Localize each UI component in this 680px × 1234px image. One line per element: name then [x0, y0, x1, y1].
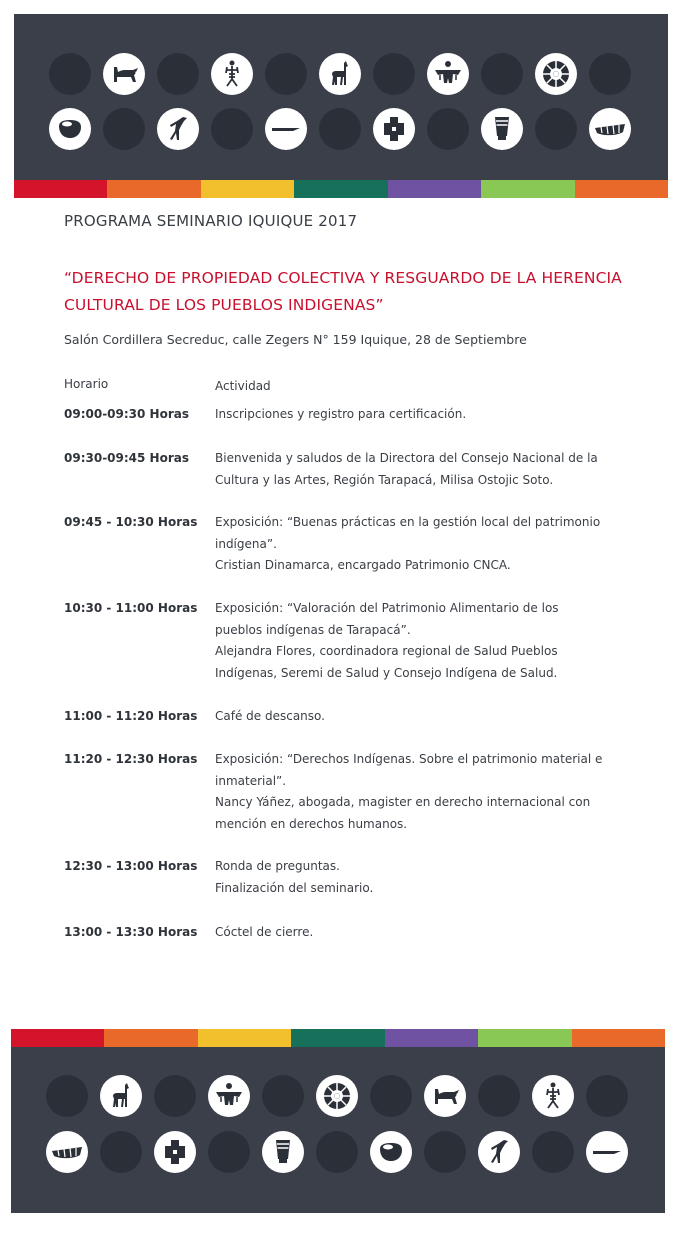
sun-wheel-icon: [316, 1075, 358, 1117]
stripe-segment: [107, 180, 200, 198]
stripe-segment: [388, 180, 481, 198]
color-stripe-bottom: [11, 1029, 665, 1047]
seminar-title-line-2: CULTURAL DE LOS PUEBLOS INDIGENAS”: [64, 296, 384, 314]
decor-circle: [481, 53, 523, 95]
bird-figure-icon: [157, 108, 199, 150]
stripe-segment: [291, 1029, 384, 1047]
activity-line: Cristian Dinamarca, encargado Patrimonio CNCA.: [215, 558, 511, 572]
decor-circle: [46, 1075, 88, 1117]
venue-text: Salón Cordillera Secreduc, calle Zegers N° 159 Iquique, 28 de Septiembre: [64, 332, 527, 347]
decor-circle: [589, 53, 631, 95]
activity-line: Café de descanso.: [215, 709, 325, 723]
stripe-segment: [14, 180, 107, 198]
stripe-segment: [11, 1029, 104, 1047]
stripe-segment: [198, 1029, 291, 1047]
header-band: [14, 14, 668, 180]
activity-line: indígena”.: [215, 536, 277, 551]
activity-line: Cultura y las Artes, Región Tarapacá, Milisa Ostojic Soto.: [215, 472, 554, 487]
color-stripe-top: [14, 180, 668, 198]
schedule-activity: [215, 749, 603, 835]
stick-figure-icon: [532, 1075, 574, 1117]
decor-circle: [100, 1131, 142, 1173]
decor-circle: [103, 108, 145, 150]
activity-line: Finalización del seminario.: [215, 880, 374, 895]
decor-circle: [49, 53, 91, 95]
pot-icon: [370, 1131, 412, 1173]
activity-line: Cóctel de cierre.: [215, 925, 314, 939]
stripe-segment: [201, 180, 294, 198]
decor-circle: [265, 53, 307, 95]
decor-circle: [208, 1131, 250, 1173]
winged-figure-icon: [208, 1075, 250, 1117]
stripe-segment: [572, 1029, 665, 1047]
stripe-segment: [575, 180, 668, 198]
schedule-time: 13:00 - 13:30 Horas: [64, 925, 198, 939]
schedule-time: 11:00 - 11:20 Horas: [64, 709, 198, 723]
program-title: PROGRAMA SEMINARIO IQUIQUE 2017: [64, 212, 358, 230]
schedule-activity: [215, 706, 595, 728]
decor-circle: [478, 1075, 520, 1117]
cup-icon: [481, 108, 523, 150]
decor-circle: [535, 108, 577, 150]
column-header-time: Horario: [64, 377, 109, 391]
seminar-title: [64, 265, 624, 319]
boat-icon: [589, 108, 631, 150]
boat-icon: [46, 1131, 88, 1173]
winged-figure-icon: [427, 53, 469, 95]
activity-line: inmaterial”.: [215, 773, 287, 788]
column-header-activity: Actividad: [215, 379, 271, 393]
schedule-time: 09:00-09:30 Horas: [64, 407, 189, 421]
stripe-segment: [481, 180, 574, 198]
stripe-segment: [385, 1029, 478, 1047]
fox-icon: [103, 53, 145, 95]
decor-circle: [211, 108, 253, 150]
harpoon-icon: [586, 1131, 628, 1173]
decor-circle: [373, 53, 415, 95]
stripe-segment: [294, 180, 387, 198]
activity-line: Exposición: “Derechos Indígenas. Sobre el patrimonio material e: [215, 752, 603, 766]
schedule-activity: [215, 404, 595, 426]
schedule-activity: [215, 922, 595, 944]
chakana-cross-icon: [154, 1131, 196, 1173]
activity-line: Exposición: “Buenas prácticas en la gestión local del patrimonio: [215, 515, 601, 529]
activity-line: Inscripciones y registro para certificación.: [215, 407, 467, 421]
decor-circle: [370, 1075, 412, 1117]
footer-band: [11, 1047, 665, 1213]
schedule-time: 10:30 - 11:00 Horas: [64, 601, 198, 615]
stripe-segment: [104, 1029, 197, 1047]
decor-circle: [319, 108, 361, 150]
activity-line: Exposición: “Valoración del Patrimonio Alimentario de los: [215, 601, 559, 615]
decor-circle: [424, 1131, 466, 1173]
bird-figure-icon: [478, 1131, 520, 1173]
decor-circle: [532, 1131, 574, 1173]
activity-line: Indígenas, Seremi de Salud y Consejo Indígena de Salud.: [215, 665, 558, 680]
activity-line: mención en derechos humanos.: [215, 816, 408, 831]
sun-wheel-icon: [535, 53, 577, 95]
harpoon-icon: [265, 108, 307, 150]
pot-icon: [49, 108, 91, 150]
activity-line: pueblos indígenas de Tarapacá”.: [215, 622, 411, 637]
activity-line: Bienvenida y saludos de la Directora del Consejo Nacional de la: [215, 451, 598, 465]
decor-circle: [586, 1075, 628, 1117]
decor-circle: [427, 108, 469, 150]
schedule-time: 09:30-09:45 Horas: [64, 451, 189, 465]
fox-icon: [424, 1075, 466, 1117]
schedule-time: 12:30 - 13:00 Horas: [64, 859, 198, 873]
activity-line: Nancy Yáñez, abogada, magister en derecho internacional con: [215, 795, 591, 809]
llama-icon: [100, 1075, 142, 1117]
schedule-activity: [215, 598, 595, 684]
activity-line: Alejandra Flores, coordinadora regional de Salud Pueblos: [215, 644, 558, 658]
schedule-time: 09:45 - 10:30 Horas: [64, 515, 198, 529]
llama-icon: [319, 53, 361, 95]
schedule-activity: [215, 856, 595, 899]
seminar-title-line-1: “DERECHO DE PROPIEDAD COLECTIVA Y RESGUARDO DE LA HERENCIA: [64, 269, 622, 287]
schedule-activity: [215, 448, 598, 491]
stripe-segment: [478, 1029, 571, 1047]
stick-figure-icon: [211, 53, 253, 95]
schedule-time: 11:20 - 12:30 Horas: [64, 752, 198, 766]
cup-icon: [262, 1131, 304, 1173]
decor-circle: [157, 53, 199, 95]
decor-circle: [154, 1075, 196, 1117]
chakana-cross-icon: [373, 108, 415, 150]
schedule-activity: [215, 512, 601, 577]
decor-circle: [262, 1075, 304, 1117]
activity-line: Ronda de preguntas.: [215, 859, 340, 873]
decor-circle: [316, 1131, 358, 1173]
